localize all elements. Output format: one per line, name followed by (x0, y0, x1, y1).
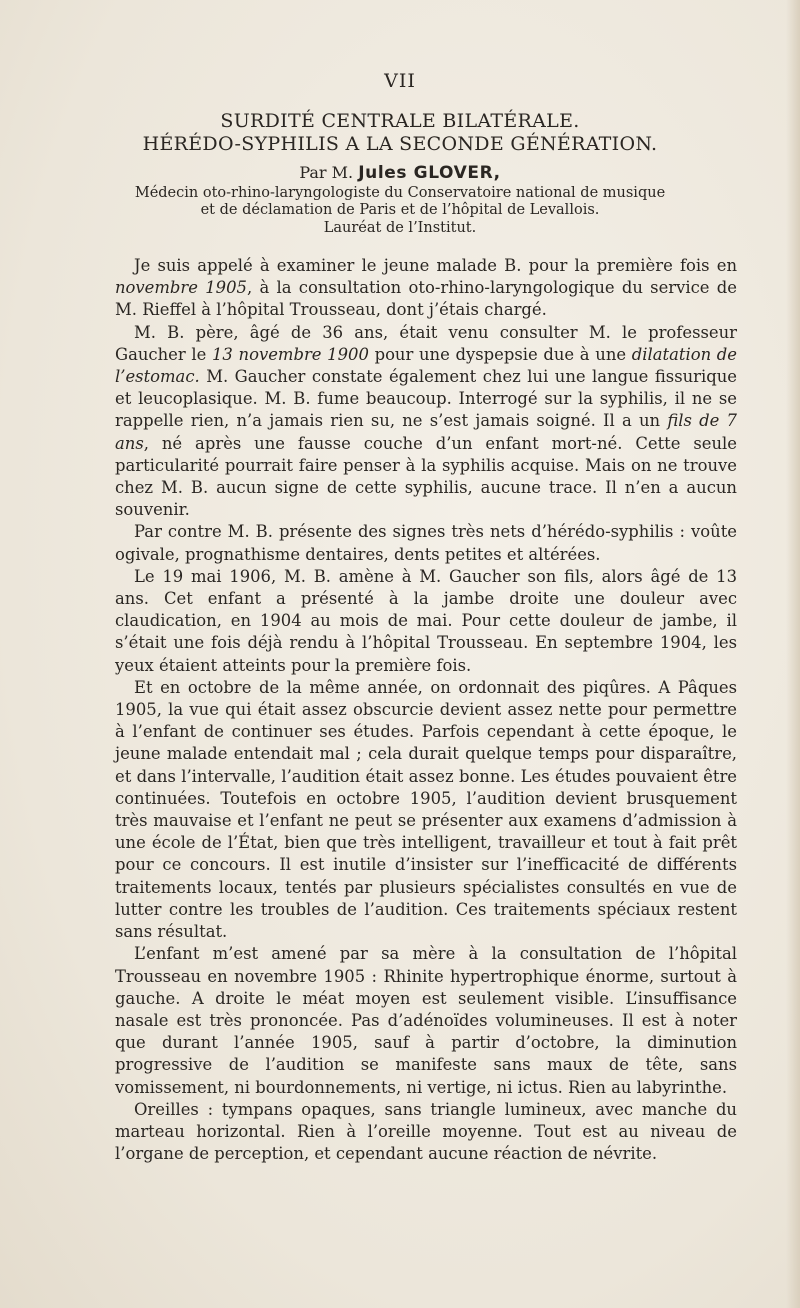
paragraph-1: Je suis appelé à examiner le jeune malade B. pour la première fois en novembre 1905, à la consultation oto-rhino-laryngologique du service de M. Rieffel à l’hôpital Trousseau, dont j’étais chargé. (115, 256, 737, 320)
paragraph-7: Oreilles : tympans opaques, sans triangle lumineux, avec manche du marteau horizontal. Rien à l’oreille moyenne. Tout est au niveau de l’organe de perception, et cependant aucune réaction de névrite. (115, 1099, 737, 1164)
affiliation-line-3: Lauréat de l’Institut. (323, 220, 477, 236)
paragraph-5: Et en octobre de la même année, on ordonnait des piqûres. A Pâques 1905, la vue qui était assez obscurcie devient assez nette pour permettre à l’enfant de continuer ses études. Parfois cependant à cette époque, le jeune malade entendait mal ; cela durait quelque temps pour disparaître, et dans l’intervalle, l’audition était assez bonne. Les études pouvaient être continuées. Toutefois en octobre 1905, l’audition devient brusquement très mauvaise et l’enfant ne peut se présenter aux examens d’admission à une école de l’État, bien que très intelligent, travailleur et tout à fait prêt pour ce concours. Il est inutile d’insister sur l’inefficacité de différents traitements locaux, tentés par plusieurs spécialistes consultés en vue de lutter contre les troubles de l’audition. Ces traitements spéciaux restent sans résultat. (115, 677, 737, 942)
title-line-1: SURDITÉ CENTRALE BILATÉRALE. (220, 110, 580, 132)
paragraph-6: L’enfant m’est amené par sa mère à la consultation de l’hôpital Trousseau en novembre 1905 : Rhinite hypertrophique énorme, surtout à gauche. A droite le méat moyen est seulement visible. L’insuffisance nasale est très prononcée. Pas d’adénoïdes volumineuses. Il est à noter que durant l’année 1905, sauf à partir d’octobre, la diminution progressive de l’audition se manifeste sans maux de tête, sans vomissement, ni bourdonnements, ni vertige, ni ictus. Rien au labyrinthe. (115, 944, 737, 1097)
paragraph-2: M. B. père, âgé de 36 ans, était venu consulter M. le professeur Gaucher le 13 novembre 1900 pour une dyspepsie due à une dilatation de l’estomac. M. Gaucher constate également chez lui une langue fissurique et leucoplasique. M. B. fume beaucoup. Interrogé sur la syphilis, il ne se rappelle rien, n’a jamais rien su, ne s’est jamais soigné. Il a un fils de 7 ans, né après une fausse couche d’un enfant mort-né. Cette seule particularité pourrait faire penser à la syphilis acquise. Mais on ne trouve chez M. B. aucun signe de cette syphilis, aucune trace. Il n’en a aucun souvenir. (115, 322, 737, 520)
article-body (115, 255, 737, 1165)
byline (0, 163, 800, 183)
affiliation-line-1: Médecin oto-rhino-laryngologiste du Conservatoire national de musique (134, 185, 666, 201)
affiliation-line-2: et de déclamation de Paris et de l’hôpital de Levallois. (200, 202, 600, 218)
emphasis-date: novembre 1905 (115, 278, 247, 298)
byline-prefix: Par M. (299, 163, 354, 182)
emphasis-diagnosis: dilatation de l’estomac. (115, 344, 737, 387)
title-line-2: HÉRÉDO-SYPHILIS A LA SECONDE GÉNÉRATION. (142, 133, 658, 155)
author-name: Jules GLOVER, (358, 163, 501, 183)
chapter-number: VII (384, 70, 416, 92)
paragraph-4: Le 19 mai 1906, M. B. amène à M. Gaucher son fils, alors âgé de 13 ans. Cet enfant a présenté à la jambe droite une douleur avec claudication, en 1904 au mois de mai. Pour cette douleur de jambe, il s’était une fois déjà rendu à l’hôpital Trousseau. En septembre 1904, les yeux étaient atteints pour la première fois. (115, 566, 737, 675)
emphasis-son: fils de 7 ans (115, 411, 737, 453)
emphasis-date: 13 novembre 1900 (212, 344, 369, 364)
paragraph-3: Par contre M. B. présente des signes très nets d’hérédo-syphilis : voûte ogivale, prognathisme dentaires, dents petites et altérées. (115, 522, 737, 564)
